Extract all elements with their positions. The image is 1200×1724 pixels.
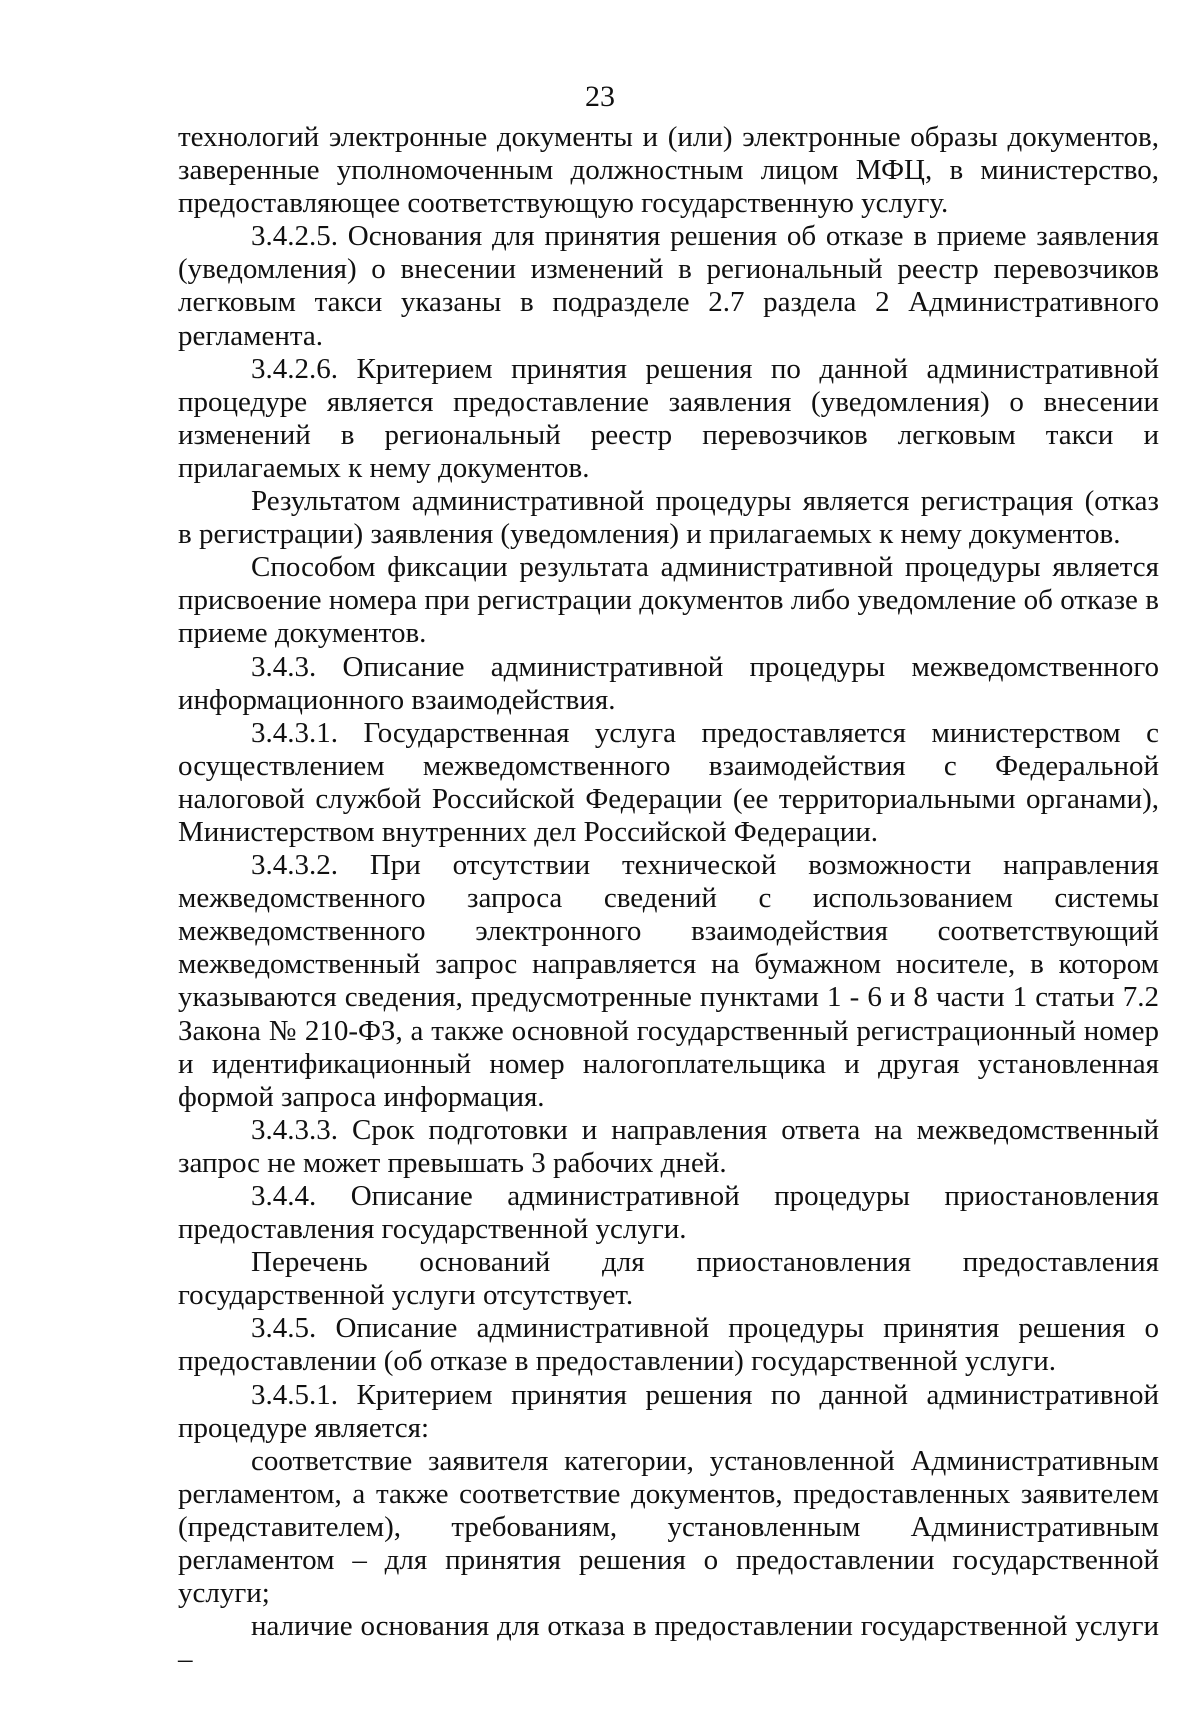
paragraph-result: Результатом административной процедуры является регистрация (отказ в регистрации) заявления (уведомления) и прилагаемых к нему документов. (178, 485, 1159, 551)
paragraph-3-4-3: 3.4.3. Описание административной процедуры межведомственного информационного взаимодействия. (178, 650, 1159, 716)
paragraph-3-4-3-3: 3.4.3.3. Срок подготовки и направления ответа на межведомственный запрос не может превышать 3 рабочих дней. (178, 1113, 1159, 1179)
paragraph-3-4-5: 3.4.5. Описание административной процедуры принятия решения о предоставлении (об отказе в предоставлении) государственной услуги. (178, 1312, 1159, 1378)
paragraph-3-4-3-2: 3.4.3.2. При отсутствии технической возможности направления межведомственного запроса сведений с использованием системы межведомственного электронного взаимодействия соответствующий межведомственный запрос направляется на бумажном носителе, в котором указываются сведения, предусмотренные пунктами 1 - 6 и 8 части 1 статьи 7.2 Закона № 210-ФЗ, а также основной государственный регистрационный номер и идентификационный номер налогоплательщика и другая установленная формой запроса информация. (178, 849, 1159, 1113)
paragraph-criteria-refusal: наличие основания для отказа в предоставлении государственной услуги – (178, 1610, 1159, 1676)
document-body (178, 121, 1159, 1676)
paragraph-3-4-3-1: 3.4.3.1. Государственная услуга предоставляется министерством с осуществлением межведомственного взаимодействия с Федеральной налоговой службой Российской Федерации (ее территориальными органами), Министерством внутренних дел Российской Федерации. (178, 716, 1159, 848)
paragraph-fixation: Способом фиксации результата административной процедуры является присвоение номера при регистрации документов либо уведомление об отказе в приеме документов. (178, 551, 1159, 650)
page-number: 23 (585, 80, 615, 113)
paragraph-3-4-2-6: 3.4.2.6. Критерием принятия решения по данной административной процедуре является предоставление заявления (уведомления) о внесении изменений в региональный реестр перевозчиков легковым такси и прилагаемых к нему документов. (178, 352, 1159, 484)
paragraph-3-4-4: 3.4.4. Описание административной процедуры приостановления предоставления государственной услуги. (178, 1180, 1159, 1246)
paragraph-3-4-2-5: 3.4.2.5. Основания для принятия решения об отказе в приеме заявления (уведомления) о внесении изменений в региональный реестр перевозчиков легковым такси указаны в подразделе 2.7 раздела 2 Административного регламента. (178, 220, 1159, 352)
paragraph-grounds-list: Перечень оснований для приостановления предоставления государственной услуги отсутствует. (178, 1246, 1159, 1312)
paragraph-3-4-5-1: 3.4.5.1. Критерием принятия решения по данной административной процедуре является: (178, 1378, 1159, 1444)
paragraph-1: технологий электронные документы и (или) электронные образы документов, заверенные уполномоченным должностным лицом МФЦ, в министерство, предоставляющее соответствующую государственную услугу. (178, 121, 1159, 220)
paragraph-criteria-compliance: соответствие заявителя категории, установленной Административным регламентом, а также соответствие документов, предоставленных заявителем (представителем), требованиям, установленным Административным регламентом – для принятия решения о предоставлении государственной услуги; (178, 1444, 1159, 1610)
